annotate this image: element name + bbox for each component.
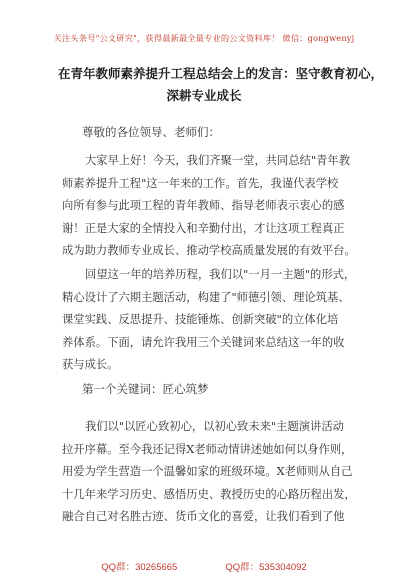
section-heading: 第一个关键词：匠心筑梦	[82, 382, 209, 396]
paragraph-line: 我们以"以匠心致初心，以初心致未来"主题演讲活动	[85, 420, 344, 433]
paragraph-1	[62, 150, 356, 263]
header-promo-note: 关注头条号"公文研究"，获得最新最全最专业的公文资料库！ 微信：gongwenyj	[53, 33, 355, 43]
paragraph-line: 课堂实践、反思提升、技能锤炼、创新突破"的立体化培	[62, 313, 339, 326]
footer-qq-group-1: QQ群：30265665	[101, 562, 178, 573]
paragraph-line: 融合自己对名胜古迹、货币文化的喜爱，让我们看到了他	[62, 510, 345, 523]
footer-contact	[0, 559, 408, 573]
paragraph-line: 用爱为学生营造一个温馨如家的班级环境。X老师则从自己	[62, 465, 353, 478]
paragraph-line: 大家早上好！今天，我们齐聚一堂，共同总结"青年教	[85, 154, 351, 167]
footer-qq-group-2: QQ群：535304092	[225, 562, 307, 573]
paragraph-line: 获与成长。	[62, 358, 119, 371]
paragraph-line: 回望这一年的培养历程，我们以"一月一主题"的形式，	[85, 268, 356, 281]
title-line-2: 深耕专业成长	[166, 88, 242, 103]
paragraph-line: 师素养提升工程"这一年来的工作。首先，我谨代表学校	[62, 176, 339, 190]
paragraph-line: 十几年来学习历史、感悟历史、教授历史的心路历程出发，	[62, 487, 356, 501]
salutation: 尊敬的各位领导、老师们：	[82, 125, 220, 139]
paragraph-line: 向所有参与此项工程的青年教师、指导老师表示衷心的感	[62, 199, 345, 212]
paragraph-line: 谢！正是大家的全情投入和辛勤付出，才让这项工程真正	[62, 221, 345, 235]
paragraph-line: 养体系。下面，请允许我用三个关键词来总结这一年的收	[62, 335, 345, 349]
paragraph-3	[62, 416, 356, 529]
paragraph-line: 精心设计了六期主题活动，构建了"师德引领、理论筑基、	[62, 290, 350, 304]
document-title	[58, 63, 384, 107]
title-line-1: 在青年教师素养提升工程总结会上的发言：坚守教育初心，	[58, 66, 384, 81]
paragraph-line: 成为助力教师专业成长、推动学校高质量发展的有效平台。	[62, 244, 356, 257]
paragraph-2	[62, 264, 356, 377]
paragraph-line: 拉开序幕。至今我还记得X老师动情讲述她如何以身作则，	[62, 442, 353, 456]
